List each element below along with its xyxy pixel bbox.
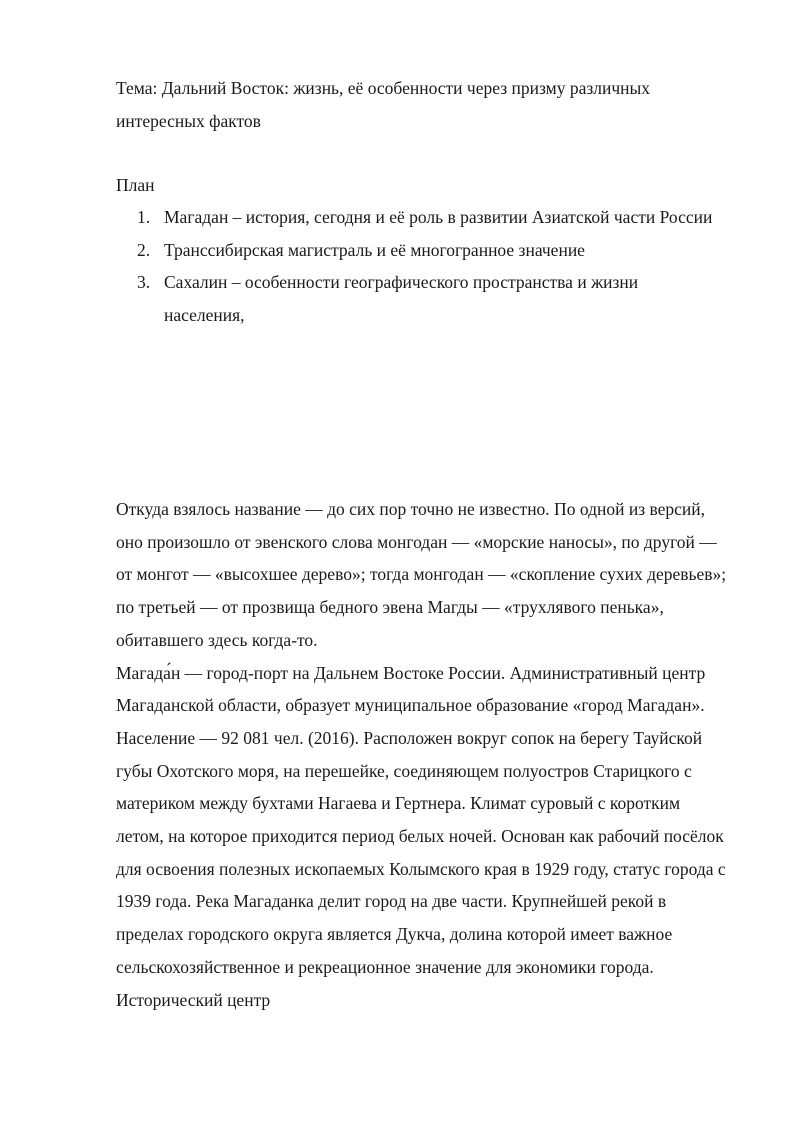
plan-item-number: 1. — [137, 207, 151, 227]
plan-list — [116, 201, 716, 332]
paragraph-population-geography: Население — 92 081 чел. (2016). Расположен вокруг сопок на берегу Тауйской губы Охотского моря, на перешейке, соединяющем полуостров Старицкого с материком между бухтами Нагаева и Гертнера. Климат суровый с коротким летом, на которое приходится период белых ночей. Основан как рабочий посёлок для освоения полезных ископаемых Колымского края в 1929 году, статус города с 1939 года. Река Магаданка делит город на две части. Крупнейшей рекой в пределах городского округа является Дукча, долина которой имеет важное сельскохозяйственное и рекреационное значение для экономики города. Исторический центр — [116, 727, 726, 1010]
plan-item-text: Сахалин – особенности географического пространства и жизни населения, — [164, 272, 639, 326]
plan-item-number: 2. — [137, 239, 151, 260]
plan-item-text: Магадан – история, сегодня и её роль в развитии Азиатской части России — [164, 207, 713, 227]
paragraph-name-origin: Откуда взялось название — до сих пор точно не известно. По одной из версий, оно произошло от эвенского слова монгодан — «морские наносы», по другой — от монгот — «высохшее дерево»; тогда монгодан — «скопление сухих деревьев»; по третьей — от прозвища бедного эвена Магды — «трухлявого пенька», обитавшего здесь когда-то. — [116, 499, 727, 650]
plan-heading: План — [116, 175, 155, 195]
plan-item-number: 3. — [137, 272, 151, 293]
document-title: Тема: Дальний Восток: жизнь, её особенности через призму различных интересных фактов — [116, 78, 651, 131]
plan-item — [116, 234, 716, 267]
plan-item — [116, 201, 716, 234]
paragraph-city-definition: Магада́н — город-порт на Дальнем Востоке России. Административный центр Магаданской области, образует муниципальное образование «город Магадан». — [116, 662, 706, 716]
plan-item-text: Транссибирская магистраль и её многогранное значение — [164, 239, 585, 260]
body-text — [116, 493, 728, 1016]
plan-item — [116, 266, 716, 331]
